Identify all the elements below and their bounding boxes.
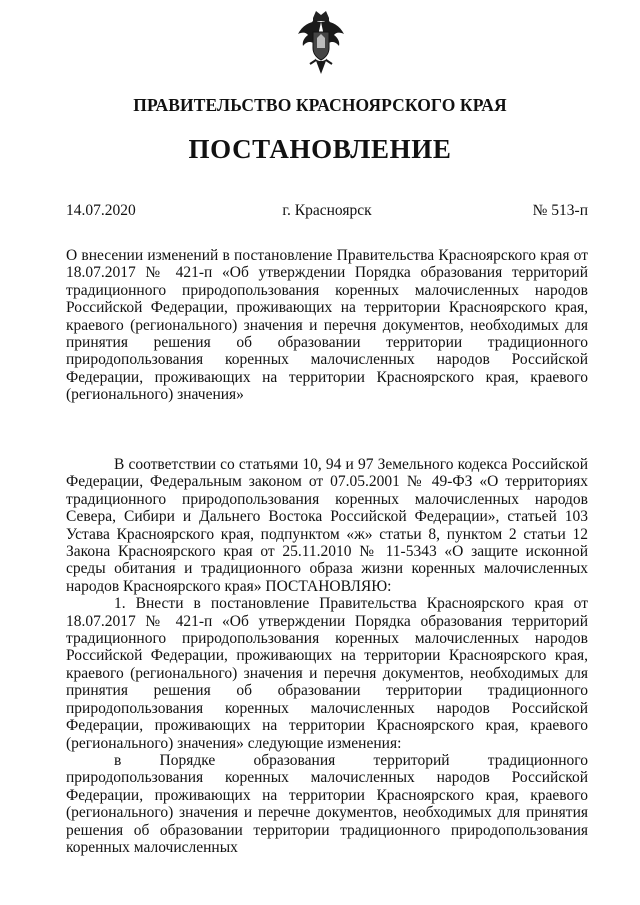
government-name: ПРАВИТЕЛЬСТВО КРАСНОЯРСКОГО КРАЯ (133, 95, 507, 115)
krasnoyarsk-coat-of-arms-icon (296, 8, 346, 80)
document-type: ПОСТАНОВЛЕНИЕ (188, 134, 452, 164)
body-paragraph: 1. Внести в постановление Правительства Красноярского края от 18.07.2017 № 421-п «Об утверждении Порядка образования территорий традиционного природопользования коренных малочисленных народов Российской Федерации, проживающих на территории Красноярского края, краевого (регионального) значения и перечня документов, необходимых для принятия решения об образовании территории традиционного природопользования коренных малочисленных народов Российской Федерации, проживающих на территории Красноярского края, краевого (регионального) значения» следующие изменения: (66, 595, 588, 752)
document-city: г. Красноярск (282, 202, 372, 219)
document-meta-row (66, 202, 588, 222)
body-paragraph: В соответствии со статьями 10, 94 и 97 Земельного кодекса Российской Федерации, Федеральным законом от 07.05.2001 № 49-ФЗ «О территориях традиционного природопользования коренных малочисленных народов Севера, Сибири и Дальнего Востока Российской Федерации», статьей 103 Устава Красноярского края, подпунктом «ж» статьи 8, пунктом 2 статьи 12 Закона Красноярского края от 25.11.2010 № 11-5343 «О защите исконной среды обитания и традиционного образа жизни коренных малочисленных народов Красноярского края» ПОСТАНОВЛЯЮ: (66, 456, 588, 595)
document-number: № 513-п (532, 202, 588, 219)
document-title: О внесении изменений в постановление Правительства Красноярского края от 18.07.2017 № 421-п «Об утверждении Порядка образования территорий традиционного природопользования коренных малочисленных народов Российской Федерации, проживающих на территории Красноярского края, краевого (регионального) значения и перечня документов, необходимых для принятия решения об образовании территории традиционного природопользования коренных малочисленных народов Российской Федерации, проживающих на территории Красноярского края, краевого (регионального) значения» (66, 247, 588, 404)
body-paragraph: в Порядке образования территорий традиционного природопользования коренных малочисленных народов Российской Федерации, проживающих на территории Красноярского края, краевого (регионального) значения и перечне документов, необходимых для принятия решения об образовании территории традиционного природопользования коренных малочисленных (66, 751, 588, 856)
document-body (66, 456, 588, 856)
document-date: 14.07.2020 (66, 202, 136, 219)
